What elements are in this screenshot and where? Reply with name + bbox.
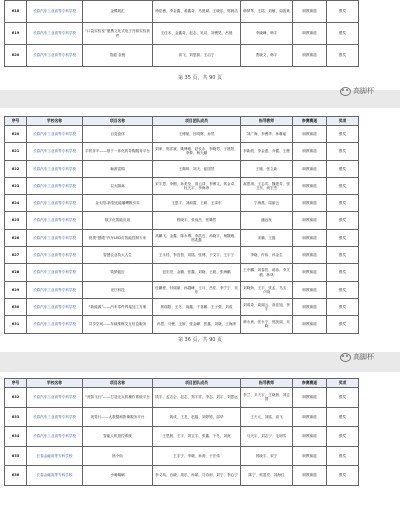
cell-team: 杜鹏程、付丽丽、孙越峰、王月、吕佳、李宁宁、吴东 (153, 281, 241, 298)
cell-no: 623 (5, 177, 27, 194)
cell-teacher: 王中麟、刘春贺、郝伟、李文敏、孙凤 (241, 264, 293, 281)
column-header: 学校名称 (27, 117, 83, 126)
column-header: 奖项 (327, 117, 359, 126)
cell-no: 636 (5, 466, 27, 486)
cell-award: 银奖 (327, 143, 359, 160)
cell-award: 银奖 (327, 466, 359, 486)
table-row (5, 247, 359, 264)
cell-teacher: 刘晓娇、王宇、张孟、马玉、卢晓 (241, 281, 293, 298)
cell-project: 手机伴半——基于一体化的导购服务平台 (83, 143, 153, 160)
cell-teacher: 韩梦琴、王铭、刘敏、周善爽 (241, 1, 293, 23)
cell-project: “口袋实验室”便携文化式电子开源实验套件 (83, 23, 153, 45)
cell-teacher: 李晓峰、韩宇 (241, 23, 293, 45)
cell-award: 银奖 (327, 427, 359, 447)
cell-track: 职教赛道 (293, 126, 327, 143)
watermark (340, 352, 374, 362)
wechat-icon (340, 87, 351, 96)
column-header: 奖项 (327, 379, 359, 388)
cell-school: 长春汽车工业高等专科学校 (27, 195, 83, 212)
cell-track: 职教赛道 (293, 160, 327, 177)
table-row (5, 177, 359, 194)
cell-track: 职教赛道 (293, 23, 327, 45)
column-header: 项目名称 (83, 117, 153, 126)
cell-team: 徐佳薇、李金鑫、姜鑫奇、马晨斌、王晓乐、郭晨洁 (153, 1, 241, 23)
cell-no: 622 (5, 160, 27, 177)
cell-teacher: 宋鹏、王磊 (241, 229, 293, 246)
column-header: 学校名称 (27, 379, 83, 388)
cell-school: 长春汽车工业高等专科学校 (27, 407, 83, 427)
cell-track: 职教赛道 (293, 316, 327, 333)
cell-no: 627 (5, 247, 27, 264)
page-bottom (0, 353, 400, 524)
cell-award: 银奖 (327, 264, 359, 281)
table-row (5, 1, 359, 23)
cell-school: 长春汽车工业高等专科学校 (27, 143, 83, 160)
cell-track: 职教赛道 (293, 446, 327, 466)
cell-school: 长春汽车工业高等专科学校 (27, 427, 83, 447)
cell-team: 王思晨、王宇、刘宝宇、张鑫、于冬、刘庚 (153, 427, 241, 447)
cell-no: 628 (5, 264, 27, 281)
cell-team: 王宇宁、李晓、孙涛、于宏伟 (153, 446, 241, 466)
column-header: 项目团队成员 (153, 379, 241, 388)
table-row (5, 466, 359, 486)
table-mid (4, 116, 359, 334)
cell-award: 银奖 (327, 388, 359, 408)
cell-team: 王佩琦、刘天、崔国然 (153, 160, 241, 177)
cell-project: “新能源”——汽车零件焊接加工方案 (83, 298, 153, 315)
cell-no: 635 (5, 446, 27, 466)
cell-team: 王博航、吕明辉、孙然 (153, 126, 241, 143)
table-row (5, 126, 359, 143)
cell-no: 630 (5, 298, 27, 315)
cell-award: 银奖 (327, 212, 359, 229)
cell-school: 长春汽车工业高等专科学校 (27, 298, 83, 315)
cell-no: 634 (5, 427, 27, 447)
table-row (5, 316, 359, 333)
cell-track: 职教赛道 (293, 212, 327, 229)
cell-school: 长春汽车工业高等专科学校 (27, 388, 83, 408)
cell-project: 小萌蜗蜗 (83, 466, 153, 486)
cell-team: 宋宇思、李钢、孙美莹、高云泽、李博文、郭金卓、杜天宇、李海涛 (153, 177, 241, 194)
cell-project: 共享空间——车载维修交互信息服务 (83, 316, 153, 333)
cell-teacher: 贾晓文、韩宇 (241, 45, 293, 67)
table-row (5, 160, 359, 177)
cell-award: 银奖 (327, 126, 359, 143)
cell-track: 职教赛道 (293, 177, 327, 194)
cell-no: 619 (5, 23, 27, 45)
cell-project: 智能人机管控系统 (83, 427, 153, 447)
cell-track: 职教赛道 (293, 264, 327, 281)
cell-award: 银奖 (327, 160, 359, 177)
cell-team: 王佳禾、金鑫奇、赵志、吴双、刘俊昊、吕晨 (153, 23, 241, 45)
cell-no: 625 (5, 212, 27, 229)
table-top (4, 0, 359, 67)
cell-no: 633 (5, 407, 27, 427)
cell-track: 职教赛道 (293, 388, 327, 408)
column-header: 参赛赛道 (293, 379, 327, 388)
cell-award: 银奖 (327, 446, 359, 466)
cell-school: 长春汽车工业高等专科学校 (27, 45, 83, 67)
cell-school: 长春汽车工业高等专科学校 (27, 126, 83, 143)
table-row (5, 298, 359, 315)
cell-no: 621 (5, 143, 27, 160)
cell-team: 程晓宇、张庭杰、张腾然 (153, 212, 241, 229)
table-row (5, 427, 359, 447)
table-row (5, 195, 359, 212)
cell-school: 长春汽车工业高等专科学校 (27, 247, 83, 264)
cell-school: 长春汽车工业高等专科学校 (27, 23, 83, 45)
page-number: 第 36 页，共 90 页 (177, 337, 223, 343)
cell-project: 以太隔离 (83, 177, 153, 194)
cell-project: 智慧农业执大人生 (83, 247, 153, 264)
cell-project: 锐观“慧眼”汽车LED灯智能控制专家 (83, 229, 153, 246)
cell-track: 职教赛道 (293, 229, 327, 246)
cell-no: 632 (5, 388, 27, 408)
column-header: 参赛赛道 (293, 117, 327, 126)
cell-teacher: 李新航、李金惠、乔健、王俊 (241, 143, 293, 160)
cell-no: 618 (5, 1, 27, 23)
cell-project: 数字化智能应用 (83, 212, 153, 229)
cell-teacher: 王天元、刘铭、高飞 (241, 407, 293, 427)
cell-team: 王思宇、刘淑霞、王硕、王泽东 (153, 195, 241, 212)
table-row (5, 229, 359, 246)
cell-project: 智能 金链 (83, 45, 153, 67)
table-header-row (5, 117, 359, 126)
cell-school: 长春汽车工业高等专科学校 (27, 229, 83, 246)
cell-school: 长春金融高等专科学校 (27, 446, 83, 466)
column-header: 项目团队成员 (153, 117, 241, 126)
cell-no: 629 (5, 281, 27, 298)
wechat-icon (340, 353, 351, 362)
cell-team: 王永桂、李宜恒、刘铭、张博、于文宇、王宇宁 (153, 247, 241, 264)
table-row (5, 212, 359, 229)
cell-school: 长春汽车工业高等专科学校 (27, 212, 83, 229)
table-row (5, 407, 359, 427)
cell-project: 筑梦能匠 (83, 264, 153, 281)
cell-project: 百变盘体 (83, 126, 153, 143)
cell-no: 620 (5, 126, 27, 143)
cell-teacher: 潘远发 (241, 212, 293, 229)
table-row (5, 23, 359, 45)
cell-award: 银奖 (327, 281, 359, 298)
column-header: 指导教师 (241, 379, 293, 388)
cell-school: 长春汽车工业高等专科学校 (27, 1, 83, 23)
cell-school: 长春汽车工业高等专科学校 (27, 264, 83, 281)
cell-teacher: 王刚、张立新 (241, 160, 293, 177)
column-header: 指导教师 (241, 117, 293, 126)
column-header: 项目名称 (83, 379, 153, 388)
cell-track: 职教赛道 (293, 195, 327, 212)
cell-track: 职教赛道 (293, 298, 327, 315)
column-header: 序号 (5, 117, 27, 126)
cell-team: 高鹏飞、金鑫、陈永博、李洪良、孙晓宇、杨馥雅、邢兆磊 (153, 229, 241, 246)
cell-school: 长春汽车工业高等专科学校 (27, 160, 83, 177)
cell-award: 银奖 (327, 407, 359, 427)
cell-award: 银奖 (327, 1, 359, 23)
column-header: 序号 (5, 379, 27, 388)
cell-award: 银奖 (327, 298, 359, 315)
cell-no: 620 (5, 45, 27, 67)
cell-track: 职教赛道 (293, 1, 327, 23)
table-row (5, 264, 359, 281)
watermark (340, 86, 374, 96)
cell-track: 职教赛道 (293, 281, 327, 298)
cell-track: 职教赛道 (293, 247, 327, 264)
cell-no: 624 (5, 195, 27, 212)
cell-team: 孙思、马俊、王娇、张金峰、张鑫、刘晓、王海涛 (153, 316, 241, 333)
cell-teacher: 郝思琪、王志宾、魏建芳、张卫东、尚宏杰 (241, 177, 293, 194)
watermark-text: 高脚杯 (353, 87, 374, 95)
watermark-text: 高脚杯 (353, 353, 374, 361)
cell-teacher: 刘广海、李俊华、孙琳瑶 (241, 126, 293, 143)
table-header-row (5, 379, 359, 388)
page-top (0, 0, 400, 90)
cell-teacher: 韩永贵、张永宁、郭美丽、吴晓 (241, 316, 293, 333)
cell-teacher: 刘成奇、周丽云、高佳旭、李宇 (241, 298, 293, 315)
cell-project: 视觉行——大数据和影像服务平台 (83, 407, 153, 427)
cell-team: 高飞、刘思源、王启宁 (153, 45, 241, 67)
table-bottom (4, 378, 359, 486)
page-number: 第 35 页，共 90 页 (177, 75, 223, 81)
cell-award: 银奖 (327, 316, 359, 333)
cell-project: 畅游富锦 (83, 160, 153, 177)
table-row (5, 388, 359, 408)
table-row (5, 446, 359, 466)
cell-award: 银奖 (327, 195, 359, 212)
table-row (5, 281, 359, 298)
cell-teacher: 马天宇、刘志宁、毛明雪 (241, 427, 293, 447)
cell-school: 长春金融高等专科学校 (27, 466, 83, 486)
cell-award: 银奖 (327, 23, 359, 45)
cell-award: 银奖 (327, 247, 359, 264)
cell-school: 长春汽车工业高等专科学校 (27, 316, 83, 333)
cell-project: 光仔科技 (83, 281, 153, 298)
cell-team: 李义凤、白晓、周乐、孙斌、马诗雨、刘宁、李心宁 (153, 466, 241, 486)
cell-project: 金蝶展汇 (83, 1, 153, 23)
cell-track: 职教赛道 (293, 45, 327, 67)
cell-project: 拯小仙 (83, 446, 153, 466)
page-mid (0, 87, 400, 350)
cell-teacher: 郭晓宇、宋宁 (241, 446, 293, 466)
cell-track: 职教赛道 (293, 143, 327, 160)
cell-team: 郭瑞阳、王冬、尚鑫、于喜鹏、王子强、刘成 (153, 298, 241, 315)
cell-track: 职教赛道 (293, 427, 327, 447)
cell-award: 银奖 (327, 229, 359, 246)
cell-award: 银奖 (327, 177, 359, 194)
cell-teacher: 李兰、尹天宇、王晓晨、刘志国 (241, 388, 293, 408)
cell-teacher: 李晓、许伟、孙金生 (241, 247, 293, 264)
cell-team: 姚成、王龙、赵磊、刘婷婷、邵华 (153, 407, 241, 427)
cell-school: 长春汽车工业高等专科学校 (27, 281, 83, 298)
table-row (5, 45, 359, 67)
cell-teacher: 宁海燕、周丽云 (241, 195, 293, 212)
cell-teacher: 陈宁、郭盈亮、刘海红 (241, 466, 293, 486)
cell-team: 钱宇、孟志会、赵志、郑宇祥、李志、刘宇、刘思远 (153, 388, 241, 408)
cell-award: 银奖 (327, 45, 359, 67)
cell-no: 626 (5, 229, 27, 246)
cell-team: 刘家、郭洋斌、姚博雅、赵长永、李晓男、于晨阳、李梦、杨天顺 (153, 143, 241, 160)
cell-project: “虎智飞行”——打造无人机操作系统平台 (83, 388, 153, 408)
cell-track: 职教赛道 (293, 466, 327, 486)
cell-no: 631 (5, 316, 27, 333)
cell-project: 金太阳-新型光能播嗮吸引实 (83, 195, 153, 212)
cell-school: 长春汽车工业高等专科学校 (27, 177, 83, 194)
cell-team: 包宏亮、金鹏、张鑫、刘晓、王硕、张海鹏 (153, 264, 241, 281)
table-row (5, 143, 359, 160)
cell-track: 职教赛道 (293, 407, 327, 427)
